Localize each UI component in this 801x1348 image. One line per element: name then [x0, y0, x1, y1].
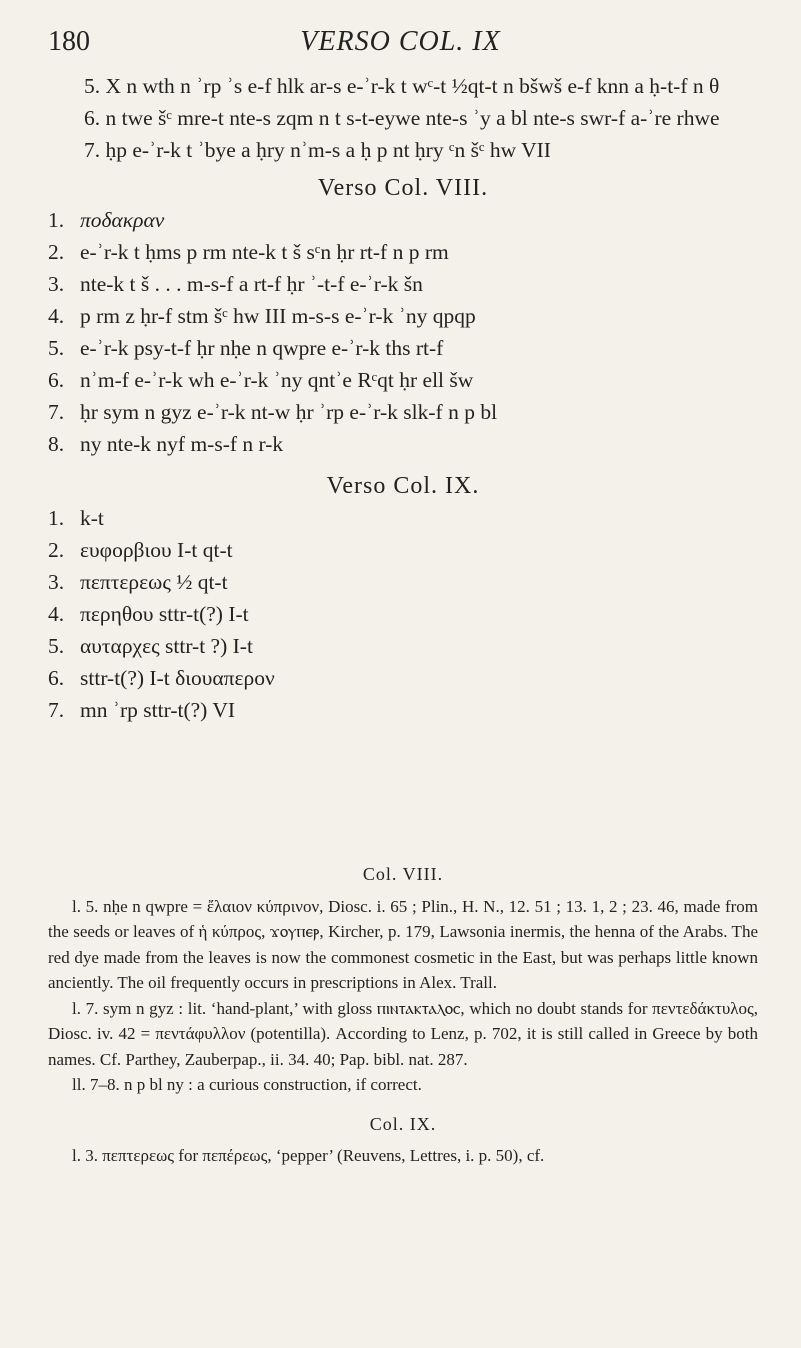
list-item: 4. p rm z ḥr-f stm šᶜ hw III m-s-s e-ʾr-k ʾny qpqp [48, 304, 476, 328]
col9-lines [48, 502, 758, 726]
list-item: 5. αυταρχες sttr-t ?) I-t [48, 634, 253, 658]
footnotes [48, 862, 758, 1169]
list-item: 8. ny nte-k nyf m-s-f n r-k [48, 432, 284, 456]
list-item: 5. e-ʾr-k psy-t-f ḥr nḥe n qwpre e-ʾr-k ths rt-f [48, 336, 444, 360]
notes-heading-col8: Col. VIII. [362, 864, 444, 884]
list-item: 7. mn ʾrp sttr-t(?) VI [48, 698, 236, 722]
list-item: 7. ḥr sym n gyz e-ʾr-k nt-w ḥr ʾrp e-ʾr-k slk-f n p bl [48, 400, 498, 424]
list-item: 2. ευφορβιου I-t qt-t [48, 538, 233, 562]
list-item: 4. περηθου sttr-t(?) I-t [48, 602, 249, 626]
section-heading-col9: Verso Col. IX. [326, 473, 480, 499]
footnote: l. 7. sym n gyz : lit. ‘hand-plant,’ with gloss ⲡⲓⲛⲧⲁⲕⲧⲁⲗⲟⲥ, which no doubt stands for πεντεδάκτυλος, Diosc. iv. 42 = πεντάφυλλον (potentilla). According to Lenz, p. 702, it is still called in Greece by both names. Cf. Parthey, Zauberpap., ii. 34. 40; Pap. bibl. nat. 287. [48, 998, 758, 1069]
list-item: 3. nte-k t š . . . m-s-f a rt-f ḥr ʾ-t-f e-ʾr-k šn [48, 272, 423, 296]
notes-heading-col9: Col. IX. [369, 1113, 437, 1134]
main-text [48, 70, 758, 726]
list-item: 2. e-ʾr-k t ḥms p rm nte-k t š sᶜn ḥr rt-f n p rm [48, 240, 449, 264]
list-item: 1. k-t [48, 506, 104, 530]
list-item: 1. ποδακραν [48, 208, 165, 232]
text-line-5: 5. X n wth n ʾrp ʾs e-f hlk ar-s e-ʾr-k t wᶜ-t ½qt-t n bšwš e-f knn a ḥ-t-f n θ [84, 74, 720, 98]
page-number: 180 [48, 26, 90, 57]
footnote: l. 3. πεπτερεως for πεπέρεως, ‘pepper’ (Reuvens, Lettres, i. p. 50), cf. [72, 1146, 545, 1165]
list-item: 3. πεπτερεως ½ qt-t [48, 570, 228, 594]
text-line-6: 6. n twe šᶜ mre-t nte-s zqm n t s-t-eywe nte-s ʾy a bl nte-s swr-f a-ʾre rhwe [84, 106, 720, 130]
running-title: VERSO COL. IX [300, 26, 501, 57]
footnote: ll. 7–8. n p bl ny : a curious construction, if correct. [72, 1075, 422, 1094]
list-item: 6. sttr-t(?) I-t διουαπερον [48, 666, 275, 690]
list-item: 6. nʾm-f e-ʾr-k wh e-ʾr-k ʾny qntʾe Rᶜqt ḥr ell šw [48, 368, 474, 392]
page-header [0, 18, 801, 58]
col8-lines [48, 204, 758, 460]
footnote: l. 5. nḥe n qwpre = ἔλαιον κύπρινον, Diosc. i. 65 ; Plin., H. N., 12. 51 ; 13. 1, 2 ; 23. 46, made from the seeds or leaves of ἡ κύπρος, ϫⲟⲩⲡⲉⲣ, Kircher, p. 179, Lawsonia inermis, the henna of the Arabs. The red dye made from the leaves is now the commonest cosmetic in the East, but was perhaps little known anciently. The oil frequently occurs in prescriptions in Alex. Trall. [48, 896, 758, 992]
section-heading-col8: Verso Col. VIII. [317, 175, 489, 201]
text-line-7: 7. ḥp e-ʾr-k t ʾbye a ḥry nʾm-s a ḥ p nt ḥry ᶜn šᶜ hw VII [84, 138, 551, 162]
